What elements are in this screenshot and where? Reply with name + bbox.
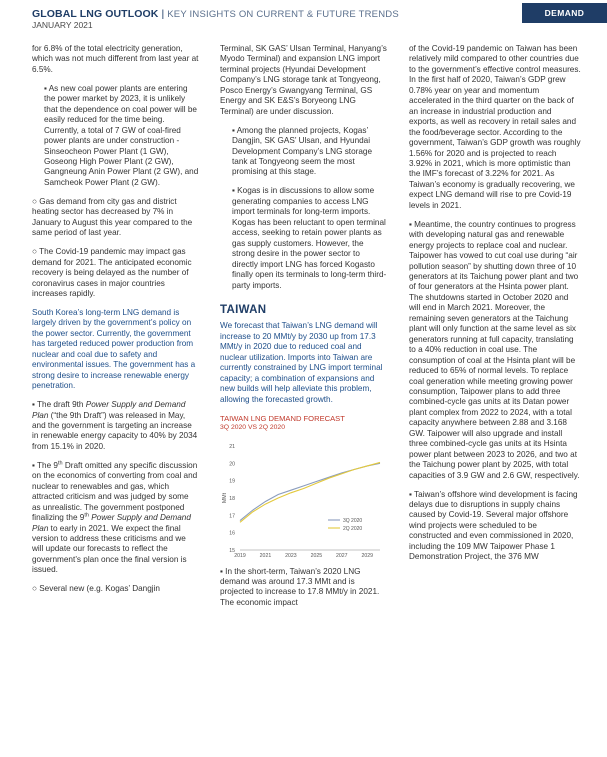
paragraph: for 6.8% of the total electricity generation, which was not much different from last year at 6.5%. [32, 44, 199, 74]
y-axis-label: MMt [222, 492, 228, 503]
bullet-paragraph: ▪ In the short-term, Taiwan’s 2020 LNG demand was around 17.3 MMt and is projected to increase to 17.8 MMt/y in 2021. The economic impact [220, 566, 380, 607]
report-title: GLOBAL LNG OUTLOOK | KEY INSIGHTS ON CURRENT & FUTURE TRENDS [32, 8, 399, 20]
x-tick-label: 2019 [234, 552, 246, 559]
x-tick-label: 2021 [259, 552, 272, 559]
y-tick-label: 19 [229, 478, 235, 485]
bullet-paragraph: ○ Several new (e.g. Kogas’ Dangjin [32, 584, 160, 594]
chart-title: TAIWAN LNG DEMAND FORECAST [220, 413, 345, 423]
y-tick-label: 21 [229, 443, 235, 450]
bullet-paragraph: ○ The Covid-19 pandemic may impact gas demand for 2021. The anticipated economic recovery is being delayed as the number of coronavirus cases in major countries increases rapidly. [32, 247, 192, 299]
bullet-paragraph: ▪ Taiwan’s offshore wind development is facing delays due to disruptions in supply chains caused by Covid-19. Several major offshore wind projects were scheduled to be constructed and even commissioned in 2020, including the 109 MW Taipower Phase 1 Demonstration Project, the 376 MW [409, 489, 578, 562]
column-left [32, 44, 199, 603]
highlight-paragraph: We forecast that Taiwan’s LNG demand will increase to 20 MMt/y by 2030 up from 17.3 MMt/y in 2020 due to reduced coal and nuclear utilization. Imports into Taiwan are currently constrained by LNG import terminal capacity; a combination of expansions and new builds will help alleviate this problem, allowing the forecasted growth. [220, 321, 383, 404]
report-date: JANUARY 2021 [32, 20, 93, 30]
chart-canvas [220, 438, 388, 560]
y-tick-label: 18 [229, 495, 235, 502]
bullet-paragraph: ▪ Among the planned projects, Kogas’ Dangjin, SK GAS’ Ulsan, and Hyundai Development Company’s LNG storage tank at Tongyeong seem the most promising at this stage. [232, 125, 373, 177]
bullet-paragraph: ▪ The 9th Draft omitted any specific discussion on the economics of converting from coal and nuclear to renewables and gas, which attracted criticism and was judged by some as unrealistic. The government postponed finalizing the 9th Power Supply and Demand Plan to early in 2021. We expect the final version to address these criticisms and we will update our forecasts to reflect the government’s plan once the final version is issued. [32, 460, 198, 575]
x-tick-label: 2029 [361, 552, 374, 559]
bullet-paragraph: ○ Gas demand from city gas and district heating sector has decreased by 7% in January to August this year compared to the same period of last year. [32, 196, 193, 238]
x-tick-label: 2027 [336, 552, 348, 559]
series-line-2q-2020 [240, 462, 380, 522]
y-tick-label: 16 [229, 530, 235, 537]
y-tick-label: 15 [229, 547, 235, 554]
section-heading: TAIWAN [220, 303, 267, 316]
chart-subtitle: 3Q 2020 VS 2Q 2020 [220, 423, 285, 431]
y-tick-label: 17 [229, 512, 235, 519]
highlight-paragraph: South Korea’s long-term LNG demand is largely driven by the government’s policy on the power sector. Currently, the government has targeted reduced power production from nuclear and coal due to safety and environmental issues. The government has a strong desire to increase renewable energy penetration. [32, 307, 196, 391]
x-tick-label: 2023 [285, 552, 297, 559]
column-right [409, 44, 581, 571]
page-header [0, 0, 607, 32]
bullet-paragraph: ▪ Kogas is in discussions to allow some generating companies to access LNG import terminals for long-term imports. Kogas has been reluctant to open terminal access, seeking to retain power plants as gas supply customers. However, the strong desire in the power sector to directly import LNG has forced Kogasto finally open its terminals to long-term third-party imports. [232, 186, 387, 290]
bullet-paragraph: ▪ As new coal power plants are entering the power market by 2023, it is unlikely that the dependence on coal power will be easily reduced for the time being. Currently, a total of 7 GW of coal-fired power plants are under construction - Sinseocheon Power Plant (1 GW), Goseong High Power Plant (2 GW), Gangneung Anin Power Plant (2 GW), and Samcheok Power Plant (2 GW). [44, 83, 199, 187]
column-middle [220, 44, 388, 617]
y-tick-label: 20 [229, 460, 235, 467]
legend-label: 3Q 2020 [343, 517, 363, 524]
series-line-3q-2020 [240, 463, 380, 520]
x-tick-label: 2025 [310, 552, 323, 559]
paragraph: of the Covid-19 pandemic on Taiwan has been relatively mild compared to other countries due to the government’s effective control measures. In the first half of 2020, Taiwan’s GDP grew 0.78% year on year and momentum accelerated in the third quarter on the back of an increase in industrial production and exports, as well as recovery in retail sales and the food/beverage sector. According to the government, Taiwan’s GDP growth was roughly 1.56% for 2020 and is projected to reach 3.92% in 2021, which is more optimistic than the IMF’s forecast of 3.22% for 2021. As Taiwan’s economy is gradually recovering, we expect LNG demand will rise to pre Covid-19 levels in 2021. [409, 44, 581, 210]
bullet-paragraph: ▪ Meantime, the country continues to progress with developing natural gas and renewable energy projects to replace coal and nuclear. Taipower has vowed to cut coal use during “air pollution season” by shutting down three of 10 generators at its Taichung power plant and two of four generators at the Hsinta power plant. The shutdowns started in October 2020 and will end in March 2021. Moreover, the remaining seven generators at the Taichung plant will only function at the same level as six generators running at full capacity, translating to a 40% reduction in coal use. The consumption of coal at the Hsinta plant will be reduced to 65% of normal levels. To replace coal generation while meeting growing power consumption, Taipower plans to add three combined-cycle gas units at its Datan power plant complex from 2022 to 2024, with a total capacity anywhere between 2.88 and 3.168 GW. Taipower will also upgrade and install three combined-cycle gas units at its Hsinta power plant between 2023 to 2026, and two at the Taichung power plant by 2025, with total capacities of 3.9 GW and 2.6 GW, respectively. [409, 219, 580, 480]
bullet-paragraph: ▪ The draft 9th Power Supply and Demand Plan (“the 9th Draft”) was released in May, and the government is targeting an increase in renewable energy capacity to 40% by 2034 from 15.1% in 2020. [32, 400, 198, 451]
section-tag: DEMAND [522, 3, 607, 23]
legend-label: 2Q 2020 [343, 525, 363, 532]
paragraph: Terminal, SK GAS’ Ulsan Terminal, Hanyang’s Myodo Terminal) and expansion LNG import terminal projects (Hyundai Development Company’s LNG storage tank at Tongyeong, Posco Energy’s Gwangyang Terminal, GS Energy and SK E&S’s Boryeong LNG Terminal) are under discussion. [220, 44, 387, 116]
demand-forecast-chart [220, 438, 388, 560]
